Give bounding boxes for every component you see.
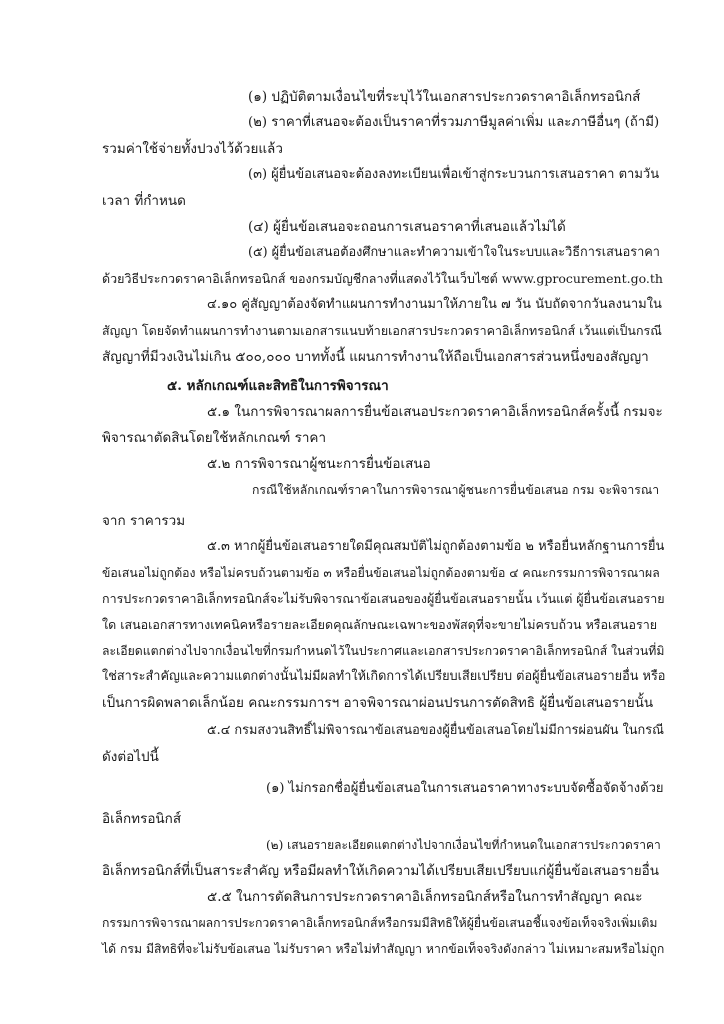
section-5-4-item-1-continued: อิเล็กทรอนิกส์ [102, 811, 182, 827]
section-5-3-line-5: ละเอียดแตกต่างไปจากเงื่อนไขที่กรมกำหนดไว้ในประกาศและเอกสารประกวดราคาอิเล็กทรอนิกส์ ในส่วนที่มิ [102, 644, 665, 658]
section-5-3-line-3: การประกวดราคาอิเล็กทรอนิกส์จะไม่รับพิจารณาข้อเสนอของผู้ยื่นข้อเสนอรายนั้น เว้นแต่ ผู้ยื่นข้อเสนอราย [102, 591, 665, 606]
section-5-4-item-2: (๒) เสนอรายละเอียดแตกต่างไปจากเงื่อนไขที่กำหนดในเอกสารประกวดราคา [266, 838, 661, 852]
section-5-5: ๕.๕ ในการตัดสินการประกวดราคาอิเล็กทรอนิกส์หรือในการทำสัญญา คณะ [207, 889, 643, 905]
section-5-2-line-3: จาก ราคารวม [102, 513, 186, 529]
item-2-continued: รวมค่าใช้จ่ายทั้งปวงไว้ด้วยแล้ว [102, 141, 283, 157]
item-3-register: (๓) ผู้ยื่นข้อเสนอจะต้องลงทะเบียนเพื่อเข้าสู่กระบวนการเสนอราคา ตามวัน [248, 167, 660, 182]
item-2-price-vat: (๒) ราคาที่เสนอจะต้องเป็นราคาที่รวมภาษีมูลค่าเพิ่ม และภาษีอื่นๆ (ถ้ามี) [248, 115, 660, 130]
item-5-continued: ด้วยวิธีประกวดราคาอิเล็กทรอนิกส์ ของกรมบัญชีกลางที่แสดงไว้ในเว็บไซต์ www.gprocurement.go.th [102, 271, 663, 286]
item-3-continued: เวลา ที่กำหนด [102, 193, 186, 209]
section-5-heading: ๕. หลักเกณฑ์และสิทธิในการพิจารณา [167, 378, 389, 394]
item-5-study-system: (๕) ผู้ยื่นข้อเสนอต้องศึกษาและทำความเข้าใจในระบบและวิธีการเสนอราคา [248, 245, 660, 260]
section-5-3-line-7: เป็นการผิดพลาดเล็กน้อย คณะกรรมการฯ อาจพิจารณาผ่อนปรนการตัดสิทธิ ผู้ยื่นข้อเสนอรายนั้น [102, 695, 654, 711]
section-5-3-line-2: ข้อเสนอไม่ถูกต้อง หรือไม่ครบถ้วนตามข้อ ๓ หรือยื่นข้อเสนอไม่ถูกต้องตามข้อ ๔ คณะกรรมการพิจารณาผล [102, 566, 660, 580]
section-5-4-item-2-continued: อิเล็กทรอนิกส์ที่เป็นสาระสำคัญ หรือมีผลทำให้เกิดความได้เปรียบเสียเปรียบแก่ผู้ยื่นข้อเสนอรายอื่น [102, 863, 659, 879]
item-4-withdraw: (๔) ผู้ยื่นข้อเสนอจะถอนการเสนอราคาที่เสนอแล้วไม่ได้ [248, 219, 566, 235]
section-5-4-line-2: ดังต่อไปนี้ [102, 749, 159, 765]
section-5-3-line-4: ใด เสนอเอกสารทางเทคนิคหรือรายละเอียดคุณลักษณะเฉพาะของพัสดุที่จะขายไม่ครบถ้วน หรือเสนอราย [102, 617, 658, 632]
section-5-5-line-3: ได้ กรม มีสิทธิที่จะไม่รับข้อเสนอ ไม่รับราคา หรือไม่ทำสัญญา หากข้อเท็จจริงดังกล่าว ไม่เหมาะสมหรือไม่ถูก [102, 942, 665, 956]
section-5-2: ๕.๒ การพิจารณาผู้ชนะการยื่นข้อเสนอ [207, 456, 431, 472]
section-5-3-line-6: ใช่สาระสำคัญและความแตกต่างนั้นไม่มีผลทำให้เกิดการได้เปรียบเสียเปรียบ ต่อผู้ยื่นข้อเสนอรายอื่น หรือ [102, 669, 666, 684]
section-5-3: ๕.๓ หากผู้ยื่นข้อเสนอรายใดมีคุณสมบัติไม่ถูกต้องตามข้อ ๒ หรือยื่นหลักฐานการยื่น [207, 539, 665, 554]
section-5-4: ๕.๔ กรมสงวนสิทธิ์ไม่พิจารณาข้อเสนอของผู้ยื่นข้อเสนอโดยไม่มีการผ่อนผัน ในกรณี [207, 723, 664, 738]
section-5-2-line-2: กรณีใช้หลักเกณฑ์ราคาในการพิจารณาผู้ชนะการยื่นข้อเสนอ กรม จะพิจารณา [252, 483, 660, 497]
item-1-condition: (๑) ปฏิบัติตามเงื่อนไขที่ระบุไว้ในเอกสารประกวดราคาอิเล็กทรอนิกส์ [248, 89, 641, 105]
section-5-1: ๕.๑ ในการพิจารณาผลการยื่นข้อเสนอประกวดราคาอิเล็กทรอนิกส์ครั้งนี้ กรมจะ [207, 404, 663, 420]
section-4-10-line-3: สัญญาที่มีวงเงินไม่เกิน ๕๐๐,๐๐๐ บาททั้งนี้ แผนการทำงานให้ถือเป็นเอกสารส่วนหนึ่งของสัญญา [102, 349, 649, 365]
section-4-10-line-2: สัญญา โดยจัดทำแผนการทำงานตามเอกสารแนบท้ายเอกสารประกวดราคาอิเล็กทรอนิกส์ เว้นแต่เป็นกรณี [102, 323, 662, 338]
section-4-10: ๔.๑๐ คู่สัญญาต้องจัดทำแผนการทำงานมาให้ภายใน ๗ วัน นับถัดจากวันลงนามใน [207, 297, 662, 312]
section-5-5-line-2: กรรมการพิจารณาผลการประกวดราคาอิเล็กทรอนิกส์หรือกรมมีสิทธิให้ผู้ยื่นข้อเสนอชี้แจงข้อเท็จจริงเพิ่มเติม [102, 916, 658, 930]
section-5-1-line-2: พิจารณาตัดสินโดยใช้หลักเกณฑ์ ราคา [102, 430, 327, 446]
section-5-4-item-1: (๑) ไม่กรอกชื่อผู้ยื่นข้อเสนอในการเสนอราคาทางระบบจัดซื้อจัดจ้างด้วย [266, 781, 664, 796]
